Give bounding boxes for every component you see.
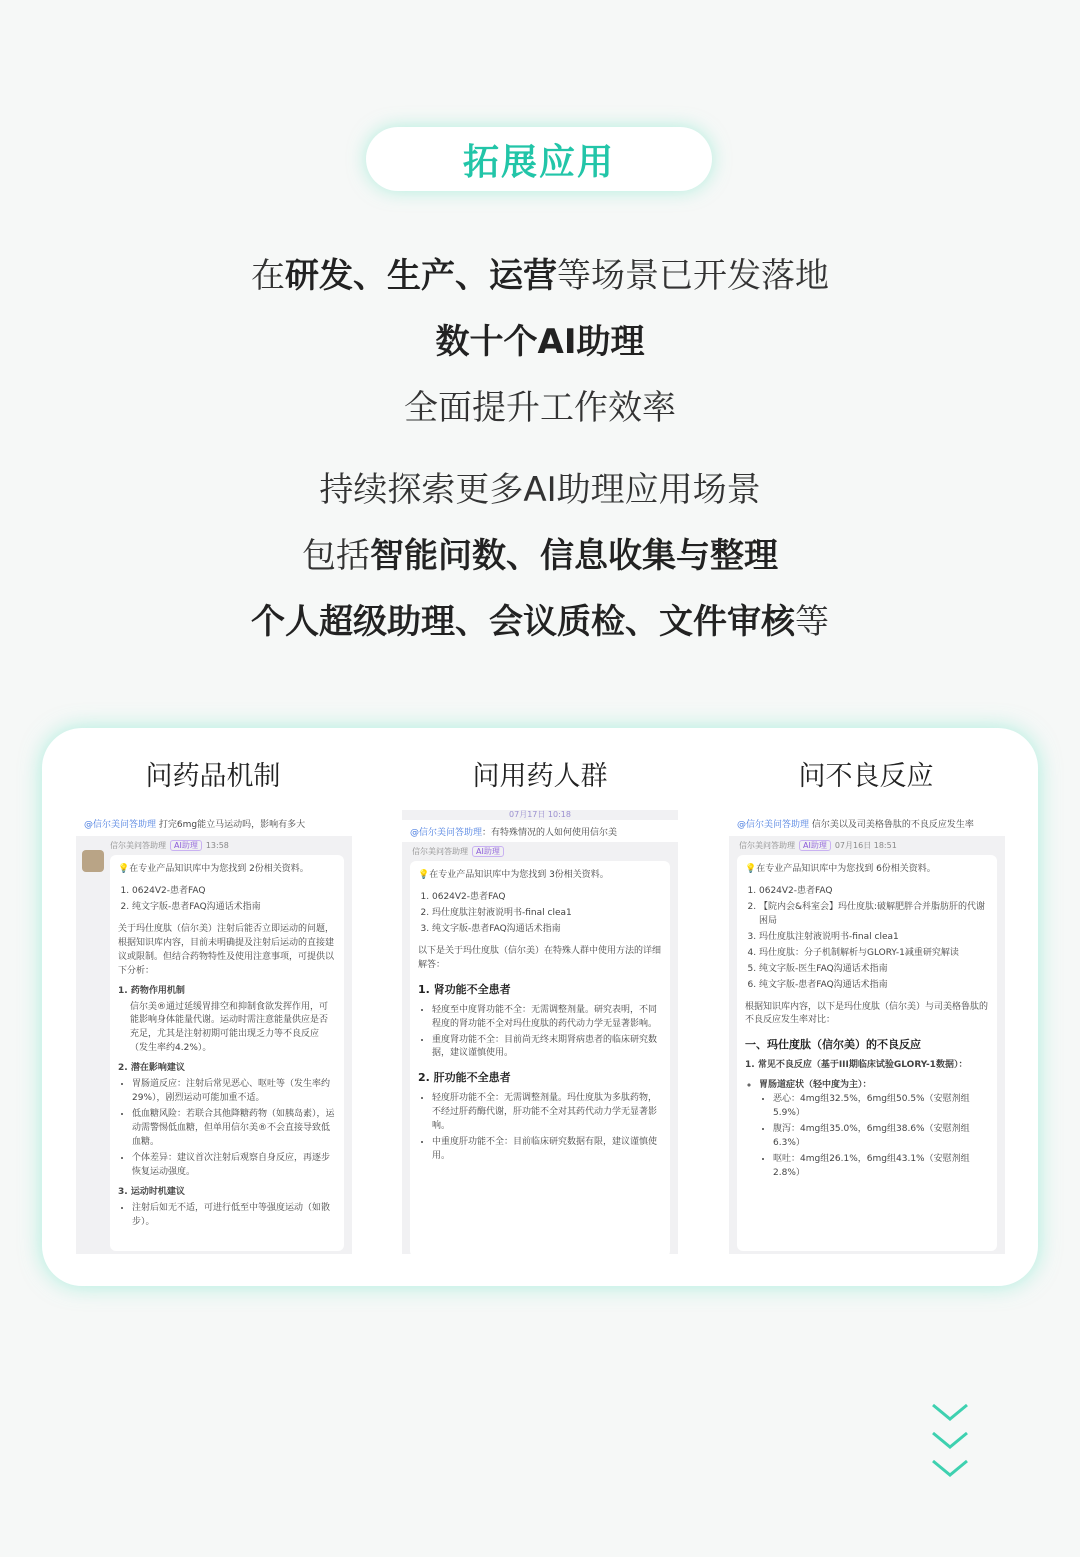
lightbulb-icon: 💡 xyxy=(745,864,757,874)
intro-text: 等 xyxy=(795,602,829,642)
section-badge xyxy=(366,127,712,191)
intro-text: 在 xyxy=(251,256,285,296)
list-item: • 个体差异：建议首次注射后观察自身反应，再逐步恢复运动强度。 xyxy=(132,1152,336,1180)
kb-line: 在专业产品知识库中为您找到 2份相关资料。 xyxy=(129,864,309,874)
panel-title-adverse: 问不良反应 xyxy=(798,761,934,792)
bot-name: 信尔美问答助理 xyxy=(110,841,166,850)
list-item: 3. 玛仕度肽注射液说明书-final clea1 xyxy=(759,931,989,945)
intro-text: 持续探索更多AI助理应用场景 xyxy=(319,470,761,510)
question-text: 打完6mg能立马运动吗，影响有多大 xyxy=(158,819,306,830)
question-text: ：有特殊情况的人如何使用信尔美 xyxy=(482,827,618,838)
panel-title-population: 问用药人群 xyxy=(472,761,608,792)
lightbulb-icon: 💡 xyxy=(418,870,430,880)
bullet-list xyxy=(418,1004,662,1062)
chat-answer xyxy=(110,855,344,1251)
list-item: 1. 0624V2-患者FAQ xyxy=(759,885,989,899)
section-heading: 1. 药物作用机制 xyxy=(118,985,185,996)
bullet-list xyxy=(418,1092,662,1164)
list-item: • 呕吐：4mg组26.1%，6mg组43.1%（安慰剂组2.8%） xyxy=(773,1153,989,1181)
chat-question xyxy=(76,810,352,836)
list-item: 2. 【院内会&科室会】玛仕度肽:破解肥胖合并脂肪肝的代谢困局 xyxy=(759,901,989,929)
list-item: 2. 纯文字版-患者FAQ沟通话术指南 xyxy=(132,901,336,915)
chat-screenshot-mechanism xyxy=(76,810,352,1254)
list-item: 5. 纯文字版-医生FAQ沟通话术指南 xyxy=(759,963,989,977)
list-item: 1. 0624V2-患者FAQ xyxy=(432,891,662,905)
list-item: • 腹泻：4mg组35.0%，6mg组38.6%（安慰剂组6.3%） xyxy=(773,1123,989,1151)
kb-summary xyxy=(418,869,662,883)
mention: @信尔美问答助理 xyxy=(737,819,810,830)
bullet-list xyxy=(759,1093,989,1181)
intro-line-1 xyxy=(0,248,1080,297)
section-heading: 1. 肾功能不全患者 xyxy=(418,982,511,996)
chat-question xyxy=(402,820,678,842)
mention: @信尔美问答助理 xyxy=(84,819,157,830)
intro-bold: 智能问数、信息收集与整理 xyxy=(370,536,778,576)
kb-summary xyxy=(745,863,989,877)
intro-bold: 研发、生产、运营 xyxy=(285,256,557,296)
section-subheading: 1. 常见不良反应（基于III期临床试验GLORY-1数据）： xyxy=(745,1060,968,1071)
chat-screenshot-adverse xyxy=(729,810,1005,1254)
intro-text: 包括 xyxy=(302,536,370,576)
mention: @信尔美问答助理 xyxy=(410,827,483,838)
chat-meta xyxy=(76,836,352,855)
bot-name: 信尔美问答助理 xyxy=(739,841,795,850)
reference-list xyxy=(418,891,662,937)
list-item: 2. 玛仕度肽注射液说明书-final clea1 xyxy=(432,907,662,921)
answer-intro: 以下是关于玛仕度肽（信尔美）在特殊人群中使用方法的详细解答： xyxy=(418,945,662,970)
bullet-list xyxy=(745,1079,989,1181)
list-item: 6. 纯文字版-患者FAQ沟通话术指南 xyxy=(759,979,989,993)
list-item: • 注射后如无不适，可进行低至中等强度运动（如散步）。 xyxy=(132,1202,336,1230)
kb-line: 在专业产品知识库中为您找到 3份相关资料。 xyxy=(429,870,609,880)
list-item: • 中重度肝功能不全：目前临床研究数据有限，建议谨慎使用。 xyxy=(432,1136,662,1164)
chat-meta xyxy=(402,842,678,861)
intro-bold: 个人超级助理、会议质检、文件审核 xyxy=(251,602,795,642)
panel-title-mechanism: 问药品机制 xyxy=(145,761,281,792)
section-heading: 一、玛仕度肽（信尔美）的不良反应 xyxy=(745,1038,921,1052)
chat-answer xyxy=(410,861,670,1254)
intro-text: 全面提升工作效率 xyxy=(404,388,676,428)
list-item-label: 胃肠道症状（轻中度为主）： xyxy=(759,1080,872,1091)
section-text: 信尔美®通过延缓胃排空和抑制食欲发挥作用，可能影响身体能量代谢。运动时需注意能量供应是否充足，尤其是注射初期可能出现乏力等不良反应（发生率约4.2%）。 xyxy=(130,1001,329,1054)
timestamp: 07月16日 18:51 xyxy=(834,841,897,850)
chat-screenshot-population xyxy=(402,810,678,1254)
bullet-list xyxy=(118,1202,336,1230)
section-badge-label: 拓展应用 xyxy=(462,141,615,183)
avatar xyxy=(82,850,104,872)
list-item xyxy=(759,1079,989,1181)
chat-question xyxy=(729,810,1005,836)
ai-tag: AI助理 xyxy=(472,846,504,857)
reference-list xyxy=(745,885,989,993)
lightbulb-icon: 💡 xyxy=(118,864,130,874)
intro-bold: 数十个AI助理 xyxy=(435,322,645,362)
list-item: 1. 0624V2-患者FAQ xyxy=(132,885,336,899)
question-text: 信尔美以及司美格鲁肽的不良反应发生率 xyxy=(811,819,974,830)
kb-line: 在专业产品知识库中为您找到 6份相关资料。 xyxy=(756,864,936,874)
chevron-down-icon xyxy=(930,1430,970,1450)
intro-line-4 xyxy=(0,462,1080,511)
section-heading: 2. 肝功能不全患者 xyxy=(418,1071,511,1085)
list-item: • 胃肠道反应：注射后常见恶心、呕吐等（发生率约29%），剧烈运动可能加重不适。 xyxy=(132,1078,336,1106)
intro-line-5 xyxy=(0,528,1080,577)
chevron-down-icon xyxy=(930,1458,970,1478)
list-item: 4. 玛仕度肽：分子机制解析与GLORY-1减重研究解读 xyxy=(759,947,989,961)
list-item: • 低血糖风险：若联合其他降糖药物（如胰岛素），运动需警惕低血糖，但单用信尔美®不会直接导致低血糖。 xyxy=(132,1108,336,1150)
intro-line-2 xyxy=(0,314,1080,363)
kb-summary xyxy=(118,863,336,877)
chat-meta xyxy=(729,836,1005,855)
intro-text: 等场景已开发落地 xyxy=(557,256,829,296)
reference-list xyxy=(118,885,336,915)
list-item: 3. 纯文字版-患者FAQ沟通话术指南 xyxy=(432,923,662,937)
section-heading: 2. 潜在影响建议 xyxy=(118,1063,185,1074)
list-item: • 轻度肝功能不全：无需调整剂量。玛仕度肽为多肽药物，不经过肝药酶代谢，肝功能不全对其药代动力学无显著影响。 xyxy=(432,1092,662,1134)
chat-answer xyxy=(737,855,997,1251)
answer-intro: 关于玛仕度肽（信尔美）注射后能否立即运动的问题，根据知识库内容，目前未明确提及注射后运动的直接建议或限制。但结合药物特性及使用注意事项，可提供以下分析： xyxy=(118,923,335,976)
ai-tag: AI助理 xyxy=(170,840,202,851)
date-divider: 07月17日 10:18 xyxy=(509,810,571,819)
list-item: • 重度肾功能不全：目前尚无终末期肾病患者的临床研究数据，建议谨慎使用。 xyxy=(432,1034,662,1062)
list-item: • 轻度至中度肾功能不全：无需调整剂量。研究表明，不同程度的肾功能不全对玛仕度肽的药代动力学无显著影响。 xyxy=(432,1004,662,1032)
timestamp: 13:58 xyxy=(205,841,229,850)
ai-tag: AI助理 xyxy=(799,840,831,851)
answer-intro: 根据知识库内容，以下是玛仕度肽（信尔美）与司美格鲁肽的不良反应发生率对比： xyxy=(745,1001,989,1026)
list-item: • 恶心：4mg组32.5%，6mg组50.5%（安慰剂组5.9%） xyxy=(773,1093,989,1121)
bullet-list xyxy=(118,1078,336,1180)
bot-name: 信尔美问答助理 xyxy=(412,847,468,856)
chevron-down-icon xyxy=(930,1402,970,1422)
intro-line-3 xyxy=(0,380,1080,429)
intro-line-6 xyxy=(0,594,1080,643)
section-heading: 3. 运动时机建议 xyxy=(118,1186,185,1197)
